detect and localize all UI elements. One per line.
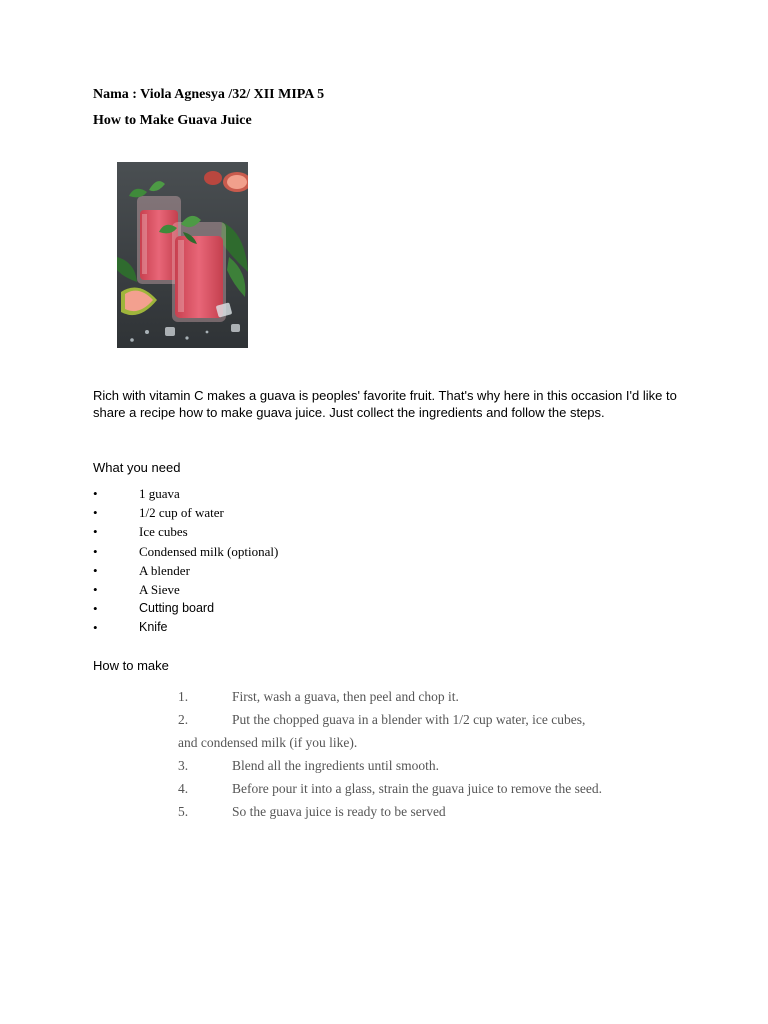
- bullet-icon: •: [93, 562, 98, 578]
- step-number: 4.: [178, 781, 189, 796]
- step-item: [178, 754, 648, 777]
- step-item: [178, 708, 648, 754]
- bullet-icon: •: [93, 620, 98, 636]
- bullet-icon: •: [93, 581, 98, 597]
- bullet-icon: •: [93, 524, 98, 540]
- bullet-icon: •: [93, 486, 98, 501]
- step-text: First, wash a guava, then peel and chop it.: [232, 689, 459, 704]
- step-item: [178, 777, 648, 800]
- steps-heading: How to make: [93, 658, 169, 673]
- intro-paragraph: Rich with vitamin C makes a guava is peoples' favorite fruit. That's why here in this occasion I'd like to share a recipe how to make guava juice. Just collect the ingredients and follow the steps.: [93, 388, 677, 420]
- student-name-line: Nama : Viola Agnesya /32/ XII MIPA 5: [93, 87, 325, 102]
- step-item: [178, 685, 648, 708]
- ingredients-heading: What you need: [93, 460, 181, 475]
- step-number: 2.: [178, 712, 189, 727]
- step-number: 5.: [178, 804, 189, 819]
- step-text-continuation: and condensed milk (if you like).: [178, 735, 358, 750]
- guava-juice-photo: [117, 162, 248, 348]
- steps-list: [178, 685, 648, 823]
- step-text: Blend all the ingredients until smooth.: [232, 758, 439, 773]
- step-number: 1.: [178, 689, 189, 704]
- step-text: Before pour it into a glass, strain the guava juice to remove the seed.: [232, 781, 603, 796]
- step-text: Put the chopped guava in a blender with 1/2 cup water, ice cubes,: [232, 712, 586, 727]
- bullet-icon: •: [93, 505, 98, 521]
- page-title: How to Make Guava Juice: [93, 113, 252, 128]
- bullet-icon: •: [93, 543, 98, 559]
- step-number: 3.: [178, 758, 189, 773]
- step-item: [178, 800, 648, 823]
- step-text: So the guava juice is ready to be served: [232, 804, 446, 819]
- bullet-icon: •: [93, 601, 98, 617]
